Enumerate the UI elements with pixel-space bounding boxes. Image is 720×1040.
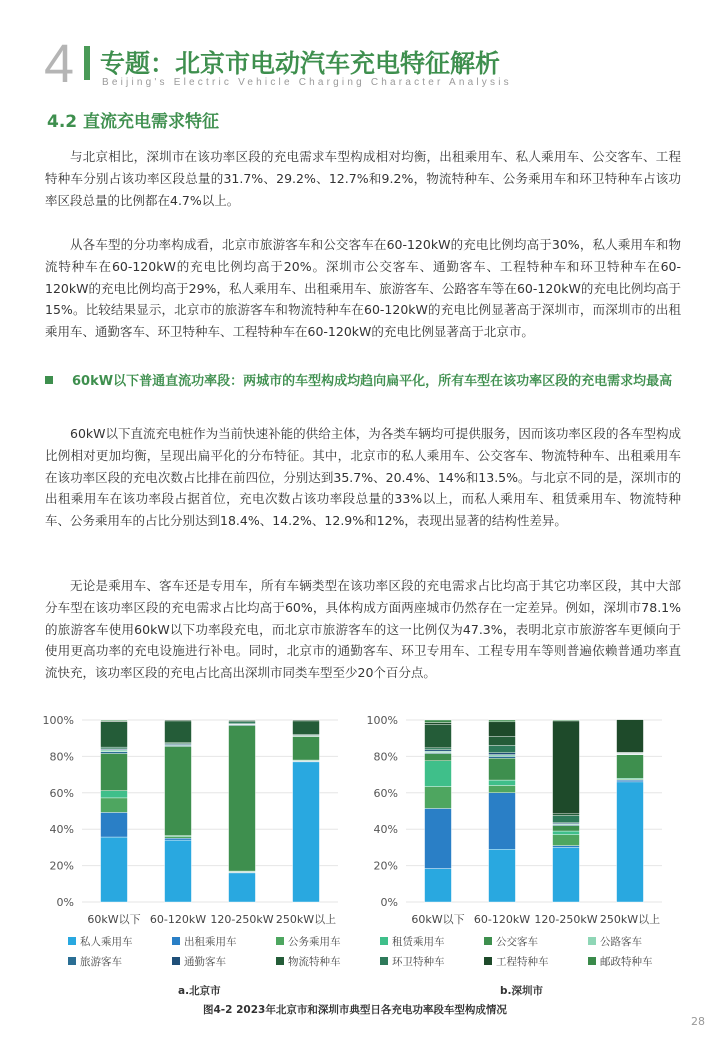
legend-swatch xyxy=(172,937,180,945)
bar-segment xyxy=(165,840,192,902)
legend-item xyxy=(68,954,122,969)
bar-segment xyxy=(553,831,580,835)
bar-segment xyxy=(489,745,516,752)
legend-item xyxy=(172,954,226,969)
bar-segment xyxy=(489,758,516,780)
bar-segment xyxy=(101,722,128,747)
bar-segment xyxy=(229,720,256,721)
y-tick-label: 20% xyxy=(49,859,74,873)
bar-segment xyxy=(489,755,516,757)
legend-right xyxy=(380,934,700,974)
bar-segment xyxy=(425,748,452,750)
bar-segment xyxy=(101,791,128,798)
bar-segment xyxy=(165,721,192,743)
y-tick-label: 80% xyxy=(49,750,74,764)
legend-swatch xyxy=(276,957,284,965)
legend-item xyxy=(588,934,642,949)
x-tick-label: 60kW以下 xyxy=(411,913,465,926)
bar-segment xyxy=(425,723,452,725)
legend-label: 工程特种车 xyxy=(496,956,549,968)
bar-segment xyxy=(101,752,128,754)
legend-swatch xyxy=(276,937,284,945)
bar-segment xyxy=(293,720,320,721)
y-tick-label: 60% xyxy=(373,786,398,800)
legend-swatch xyxy=(588,937,596,945)
y-tick-label: 0% xyxy=(380,896,398,909)
paragraph-3: 60kW以下直流充电桩作为当前快速补能的供给主体，为各类车辆均可提供服务，因而该功率区段的各车型构成比例相对更加均衡，呈现出扁平化的分布特征。其中，北京市的私人乘用车、公交客车、物流特种车、出租乘用车在该功率区段的充电次数占比排在前四位，分别达到35.7%、20.4%、14%和13.5%。与北京不同的是，深圳市的出租乘用车在该功率段占据首位，充电次数占该功率段总量的33%以上，而私人乘用车、租赁乘用车、物流特种车、公务乘用车的占比分别达到18.4%、14.2%、12.9%和12%，表现出显著的结构性差异。 xyxy=(45,426,681,529)
figure-caption: 图4-2 2023年北京市和深圳市典型日各充电功率段车型构成情况 xyxy=(203,1004,507,1016)
chapter-subtitle: Beijing's Electric Vehicle Charging Character Analysis xyxy=(102,77,512,88)
legend-label: 旅游客车 xyxy=(80,956,122,968)
bar-segment xyxy=(165,836,192,838)
legend-swatch xyxy=(484,937,492,945)
y-tick-label: 100% xyxy=(42,714,74,727)
bar-segment xyxy=(553,816,580,823)
paragraph-1: 与北京相比，深圳市在该功率区段的充电需求车型构成相对均衡，出租乘用车、私人乘用车、公交客车、工程特种车分别占该功率区段总量的31.7%、29.2%、12.7%和9.2%，物流特种车、公务乘用车和环卫特种车占该功率区段总量的比例都在4.7%以上。 xyxy=(45,149,681,208)
bar-segment xyxy=(489,720,516,722)
y-tick-label: 100% xyxy=(366,714,398,727)
x-tick-label: 60-120kW xyxy=(149,913,207,926)
bar-segment xyxy=(293,762,320,902)
bar-segment xyxy=(425,720,452,723)
legend-swatch xyxy=(484,957,492,965)
y-tick-label: 40% xyxy=(49,823,74,837)
legend-swatch xyxy=(588,957,596,965)
legend-label: 公路客车 xyxy=(600,936,642,948)
bar-segment xyxy=(553,847,580,902)
legend-swatch xyxy=(68,937,76,945)
bar-segment xyxy=(425,761,452,787)
x-tick-label: 250kW以上 xyxy=(599,913,661,926)
header-accent-bar xyxy=(84,46,90,80)
bar-segment xyxy=(553,835,580,846)
legend-item xyxy=(484,934,538,949)
x-tick-label: 250kW以上 xyxy=(275,913,337,926)
legend-label: 物流特种车 xyxy=(288,956,341,968)
bar-segment xyxy=(489,786,516,793)
bar-segment xyxy=(489,753,516,755)
bar-segment xyxy=(617,720,644,753)
y-tick-label: 80% xyxy=(373,750,398,764)
legend-item xyxy=(68,934,133,949)
bar-segment xyxy=(101,747,128,749)
chapter-title: 专题：北京市电动汽车充电特征解析 xyxy=(100,49,501,78)
paragraph-4: 无论是乘用车、客车还是专用车，所有车辆类型在该功率区段的充电需求占比均高于其它功率区段，其中大部分车型在该功率区段的充电需求占比均高于60%，具体构成方面两座城市仍然存在一定差异。例如，深圳市78.1%的旅游客车使用60kW以下功率段充电，而北京市旅游客车的这一比例仅为47.3%，表明北京市旅游客车更倾向于使用更高功率的充电设施进行补电。同时，北京市的通勤客车、环卫专用车、工程专用车等则普遍依赖普通功率直流快充，该功率区段的充电占比高出深圳市同类车型至少20个百分点。 xyxy=(45,578,681,681)
bar-segment xyxy=(293,721,320,735)
legend-label: 租赁乘用车 xyxy=(392,936,445,948)
legend-item xyxy=(172,934,237,949)
bar-segment xyxy=(489,756,516,758)
bar-segment xyxy=(425,787,452,809)
chapter-number: 4 xyxy=(44,34,75,94)
chart-beijing xyxy=(38,706,348,928)
section-title: 4.2 直流充电需求特征 xyxy=(47,112,220,132)
x-tick-label: 60-120kW xyxy=(473,913,531,926)
x-tick-label: 120-250kW xyxy=(210,913,274,926)
bar-segment xyxy=(489,780,516,785)
legend-label: 私人乘用车 xyxy=(80,936,133,948)
bar-segment xyxy=(101,812,128,837)
legend-swatch xyxy=(380,937,388,945)
bullet-text: 60kW以下普通直流功率段：两城市的车型构成均趋向扁平化，所有车型在该功率区段的充电需求均最高 xyxy=(72,374,673,389)
bar-segment xyxy=(293,736,320,760)
legend-label: 通勤客车 xyxy=(184,956,226,968)
chapter-header xyxy=(44,36,684,96)
bar-segment xyxy=(101,798,128,813)
legend-left xyxy=(68,934,368,974)
bar-segment xyxy=(101,750,128,752)
legend-item xyxy=(380,934,445,949)
bar-segment xyxy=(101,720,128,721)
legend-item xyxy=(380,954,445,969)
bar-segment xyxy=(553,721,580,814)
legend-item xyxy=(276,954,341,969)
bar-segment xyxy=(425,750,452,751)
legend-label: 邮政特种车 xyxy=(600,956,653,968)
bar-segment xyxy=(617,755,644,779)
legend-label: 环卫特种车 xyxy=(392,956,445,968)
legend-item xyxy=(588,954,653,969)
bar-segment xyxy=(101,753,128,790)
y-tick-label: 0% xyxy=(56,896,74,909)
bar-segment xyxy=(425,724,452,747)
bar-segment xyxy=(425,753,452,760)
chart-shenzhen xyxy=(362,706,672,928)
bar-segment xyxy=(553,720,580,721)
bullet-square-icon xyxy=(45,376,53,384)
y-tick-label: 60% xyxy=(49,786,74,800)
bar-segment xyxy=(165,720,192,721)
bar-segment xyxy=(489,736,516,745)
legend-label: 公务乘用车 xyxy=(288,936,341,948)
bar-segment xyxy=(101,837,128,902)
paragraph-2: 从各车型的分功率构成看，北京市旅游客车和公交客车在60-120kW的充电比例均高于30%，私人乘用车和物流特种车在60-120kW的充电比例均高于20%。深圳市公交客车、通勤客车、工程特种车和环卫特种车在60-120kW的充电比例均高于29%，私人乘用车、出租乘用车、旅游客车、公路客车等在60-120kW的充电比例均高于15%。比较结果显示，北京市的旅游客车和物流特种车在60-120kW的充电比例显著高于深圳市，而深圳市的出租乘用车、通勤客车、环卫特种车、工程特种车在60-120kW的充电比例显著高于北京市。 xyxy=(45,237,681,340)
bar-segment xyxy=(165,838,192,840)
bar-segment xyxy=(553,826,580,831)
legend-swatch xyxy=(68,957,76,965)
bar-segment xyxy=(489,849,516,902)
legend-item xyxy=(484,954,549,969)
bar-segment xyxy=(553,814,580,816)
bar-segment xyxy=(617,780,644,782)
chart-caption-beijing: a.北京市 xyxy=(178,985,221,997)
bar-segment xyxy=(489,722,516,737)
page-number: 28 xyxy=(691,1015,705,1028)
bar-segment xyxy=(425,869,452,902)
x-tick-label: 120-250kW xyxy=(534,913,598,926)
bar-segment xyxy=(553,846,580,848)
bar-segment xyxy=(489,793,516,849)
bar-segment xyxy=(229,873,256,902)
bar-segment xyxy=(617,782,644,902)
legend-swatch xyxy=(172,957,180,965)
bar-segment xyxy=(425,751,452,752)
bar-segment xyxy=(425,808,452,868)
bar-segment xyxy=(165,746,192,835)
bar-segment xyxy=(229,725,256,871)
y-tick-label: 20% xyxy=(373,859,398,873)
legend-label: 公交客车 xyxy=(496,936,538,948)
chart-caption-shenzhen: b.深圳市 xyxy=(500,985,544,997)
legend-item xyxy=(276,934,341,949)
legend-label: 出租乘用车 xyxy=(184,936,237,948)
y-tick-label: 40% xyxy=(373,823,398,837)
x-tick-label: 60kW以下 xyxy=(87,913,141,926)
bar-segment xyxy=(229,722,256,724)
legend-swatch xyxy=(380,957,388,965)
